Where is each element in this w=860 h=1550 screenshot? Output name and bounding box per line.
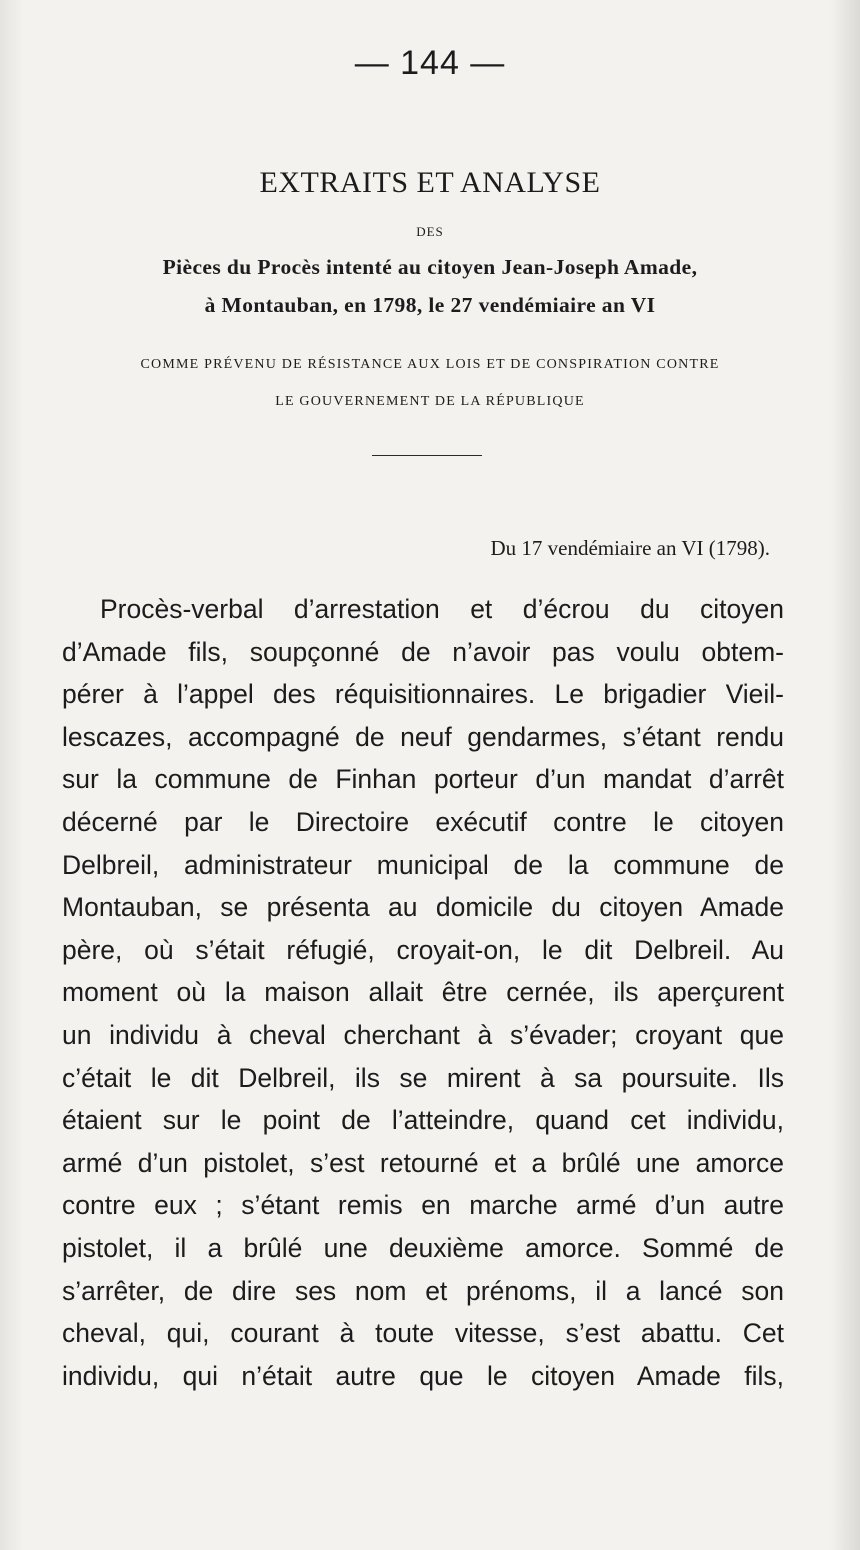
body-line: un individu à cheval cherchant à s’évader; croyant que [62, 1019, 784, 1050]
page-number: — 144 — [354, 44, 506, 82]
charge-line-1: COMME PRÉVENU DE RÉSISTANCE AUX LOIS ET DE CONSPIRATION CONTRE [140, 357, 720, 372]
body-line: contre eux ; s’étant remis en marche armé d’un autre [62, 1190, 784, 1221]
body-line: lescazes, accompagné de neuf gendarmes, s’étant rendu [62, 721, 784, 752]
body-line: décerné par le Directoire exécutif contre le citoyen [62, 806, 784, 837]
body-line: étaient sur le point de l’atteindre, quand cet individu, [62, 1105, 784, 1136]
charge-line-2: LE GOUVERNEMENT DE LA RÉPUBLIQUE [275, 394, 585, 409]
body-line: cheval, qui, courant à toute vitesse, s’est abattu. Cet [62, 1318, 784, 1349]
body-line: moment où la maison allait être cernée, ils aperçurent [62, 977, 784, 1008]
body-line: Montauban, se présenta au domicile du citoyen Amade [62, 892, 784, 923]
body-line: armé d’un pistolet, s’est retourné et a brûlé une amorce [62, 1147, 784, 1178]
separator-rule [372, 455, 482, 456]
body-line: s’arrêter, de dire ses nom et prénoms, il a lancé son [62, 1275, 784, 1306]
body-line: Procès-verbal d’arrestation et d’écrou du citoyen [100, 594, 784, 624]
body-line: individu, qui n’était autre que le citoyen Amade fils, [62, 1360, 784, 1391]
section-title: EXTRAITS ET ANALYSE [259, 166, 601, 199]
body-line: pérer à l’appel des réquisitionnaires. Le brigadier Vieil- [62, 679, 784, 710]
subtitle-line-1: Pièces du Procès intenté au citoyen Jean-Joseph Amade, [162, 255, 698, 279]
dateline: Du 17 vendémiaire an VI (1798). [490, 536, 770, 560]
body-line: d’Amade fils, soupçonné de n’avoir pas voulu obtem- [62, 636, 784, 667]
body-line: c’était le dit Delbreil, ils se mirent à sa poursuite. Ils [62, 1062, 784, 1093]
body-line: sur la commune de Finhan porteur d’un mandat d’arrêt [62, 764, 784, 795]
subtitle-line-2: à Montauban, en 1798, le 27 vendémiaire an VI [204, 293, 656, 317]
body-line: père, où s’était réfugié, croyait-on, le dit Delbreil. Au [62, 934, 784, 965]
body-line: Delbreil, administrateur municipal de la commune de [62, 849, 784, 880]
body-line: pistolet, il a brûlé une deuxième amorce. Sommé de [62, 1232, 784, 1263]
body-paragraph [62, 588, 784, 1397]
title-connector: DES [416, 224, 444, 239]
